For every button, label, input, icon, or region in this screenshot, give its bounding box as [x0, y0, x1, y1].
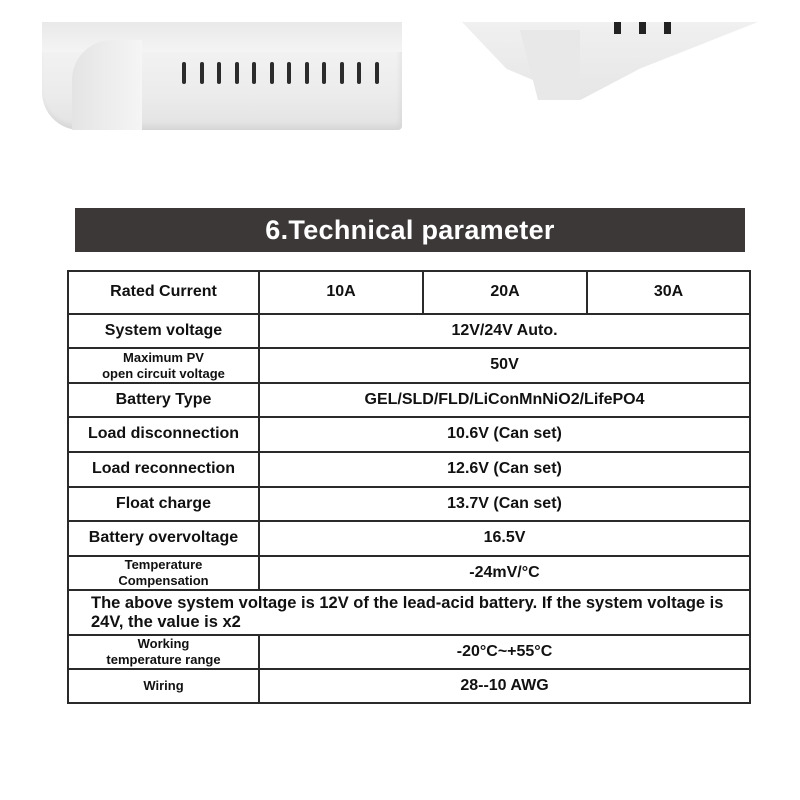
row-value: -24mV/°C — [259, 556, 750, 590]
table-note-row — [68, 590, 750, 635]
row-value: -20°C~+55°C — [259, 635, 750, 669]
label-line: Maximum PV — [123, 349, 204, 365]
row-value: 28--10 AWG — [259, 669, 750, 703]
row-value: 13.7V (Can set) — [259, 487, 750, 521]
row-label: System voltage — [68, 314, 259, 348]
table-row — [68, 635, 750, 669]
row-label: Load reconnection — [68, 452, 259, 487]
label-line: temperature range — [106, 652, 221, 667]
table-row — [68, 521, 750, 556]
label-line: Compensation — [118, 573, 209, 588]
label-line: open circuit voltage — [102, 365, 225, 381]
section-title-banner — [75, 208, 745, 252]
row-label: Battery overvoltage — [68, 521, 259, 556]
section-title: 6.Technical parameter — [265, 214, 555, 245]
table-row — [68, 383, 750, 417]
rated-current-30a: 30A — [587, 271, 750, 314]
table-row — [68, 669, 750, 703]
row-label: Load disconnection — [68, 417, 259, 452]
device-photo-left — [42, 22, 402, 130]
rated-current-20a: 20A — [423, 271, 587, 314]
table-row — [68, 417, 750, 452]
rated-current-10a: 10A — [259, 271, 423, 314]
table-row — [68, 271, 750, 314]
row-value: 10.6V (Can set) — [259, 417, 750, 452]
row-label: Battery Type — [68, 383, 259, 417]
table-row — [68, 348, 750, 383]
label-line: Working — [137, 636, 190, 652]
row-value: 12.6V (Can set) — [259, 452, 750, 487]
device-photo-right — [462, 22, 758, 100]
technical-parameter-table — [67, 270, 751, 704]
table-row — [68, 452, 750, 487]
row-label — [68, 348, 259, 383]
row-label: Rated Current — [68, 271, 259, 314]
row-label — [68, 556, 259, 590]
table-row — [68, 314, 750, 348]
table-row — [68, 556, 750, 590]
table-row — [68, 487, 750, 521]
row-label: Wiring — [68, 669, 259, 703]
row-label: Float charge — [68, 487, 259, 521]
row-value: GEL/SLD/FLD/LiConMnNiO2/LifePO4 — [259, 383, 750, 417]
voltage-note: The above system voltage is 12V of the lead-acid battery. If the system voltage is 24V, the value is x2 — [68, 590, 750, 635]
row-value: 50V — [259, 348, 750, 383]
row-value: 12V/24V Auto. — [259, 314, 750, 348]
row-label — [68, 635, 259, 669]
row-value: 16.5V — [259, 521, 750, 556]
vent-slots — [182, 62, 379, 84]
label-line: Temperature — [124, 557, 203, 573]
